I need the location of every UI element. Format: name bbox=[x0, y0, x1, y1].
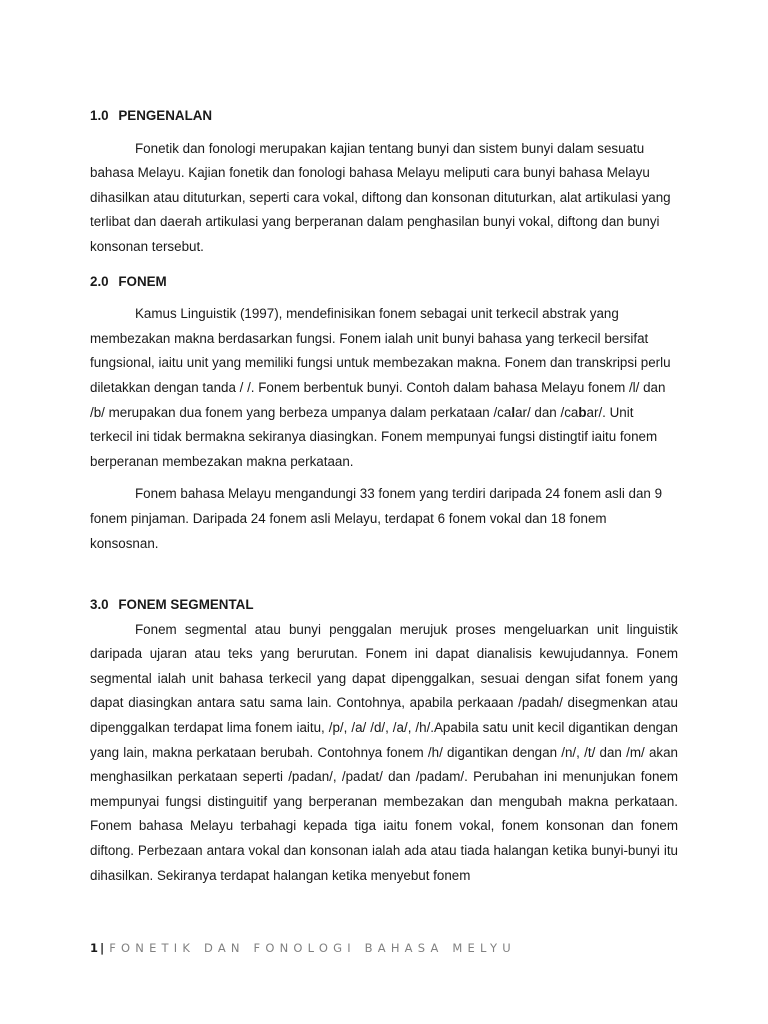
section-heading-pengenalan bbox=[90, 104, 678, 129]
paragraph: Fonem bahasa Melayu mengandungi 33 fonem yang terdiri daripada 24 fonem asli dan 9 fonem pinjaman. Daripada 24 fonem asli Melayu, terdapat 6 fonem vokal dan 18 fonem konsosnan. bbox=[90, 486, 663, 551]
section-number: 2.0 bbox=[90, 273, 109, 289]
paragraph-text: ar/ dan /ca bbox=[515, 404, 579, 420]
document-page bbox=[90, 104, 678, 888]
page-footer bbox=[90, 941, 516, 955]
section-number: 3.0 bbox=[90, 597, 109, 613]
paragraph: Fonetik dan fonologi merupakan kajian tentang bunyi dan sistem bunyi dalam sesuatu bahasa Melayu. Kajian fonetik dan fonologi bahasa Melayu meliputi cara bunyi bahasa Melayu dihasilkan atau dituturkan, seperti cara vokal, diftong dan konsonan dituturkan, alat artikulasi yang terlibat dan daerah artikulasi yang berperanan dalam penghasilan bunyi vokal, diftong dan bunyi konsonan tersebut. bbox=[90, 140, 671, 254]
section-title: FONEM SEGMENTAL bbox=[118, 597, 254, 613]
emphasis-letter: l bbox=[511, 404, 516, 420]
paragraph-text: Kamus Linguistik (1997), mendefinisikan fonem sebagai unit terkecil abstrak yang membezakan makna berdasarkan fungsi. Fonem ialah unit bunyi bahasa yang terkecil bersifat fungsional, iaitu unit yang memiliki fungsi untuk membezakan makna. Fonem dan transkripsi perlu diletakkan dengan tanda / /. Fonem berbentuk bunyi. Contoh dalam bahasa Melayu fonem /l/ dan /b/ merupakan dua fonem yang berbeza umpanya dalam perkataan /ca bbox=[90, 306, 671, 420]
section-title: PENGENALAN bbox=[118, 108, 213, 123]
paragraph: Fonem segmental atau bunyi penggalan merujuk proses mengeluarkan unit linguistik daripada ujaran atau teks yang berurutan. Fonem ini dapat dianalisis kewujudannya. Fonem segmental ialah unit bahasa terkecil yang dapat dipenggalkan, sesuai dengan sifat fonem yang dapat diasingkan antara satu sama lain. Contohnya, apabila perkaaan /padah/ disegmenkan atau dipenggalkan terdapat lima fonem iaitu, /p/, /a/ /d/, /a/, /h/.Apabila satu unit kecil digantikan dengan yang lain, makna perkataan berubah. Contohnya fonem /h/ digantikan dengan /n/, /t/ dan /m/ akan menghasilkan perkataan seperti /padan/, /padat/ dan /padam/. Perubahan ini menunjukan fonem mempunyai fungsi distinguitif yang berperanan membezakan dan mengubah makna perkataan. Fonem bahasa Melayu terbahagi kepada tiga iaitu fonem vokal, fonem konsonan dan fonem diftong. Perbezaan antara vokal dan konsonan ialah ada atau tiada halangan ketika bunyi-bunyi itu dihasilkan. Sekiranya terdapat halangan ketika menyebut fonem bbox=[90, 621, 678, 883]
paragraph-text: ar/. Unit terkecil ini tidak bermakna sekiranya diasingkan. Fonem mempunyai fungsi distingtif iaitu fonem berperanan membezakan makna perkataan. bbox=[90, 404, 658, 469]
section-number: 1.0 bbox=[90, 108, 109, 123]
page-number: 1 bbox=[90, 941, 99, 955]
footer-title: FONETIK DAN FONOLOGI BAHASA MELYU bbox=[109, 941, 516, 955]
section-heading-fonem bbox=[90, 270, 678, 295]
paragraph bbox=[90, 302, 678, 474]
section-heading-fonem-segmental bbox=[90, 593, 678, 618]
emphasis-letter: b bbox=[578, 404, 587, 420]
section-title: FONEM bbox=[118, 273, 167, 289]
footer-separator: | bbox=[100, 941, 105, 955]
